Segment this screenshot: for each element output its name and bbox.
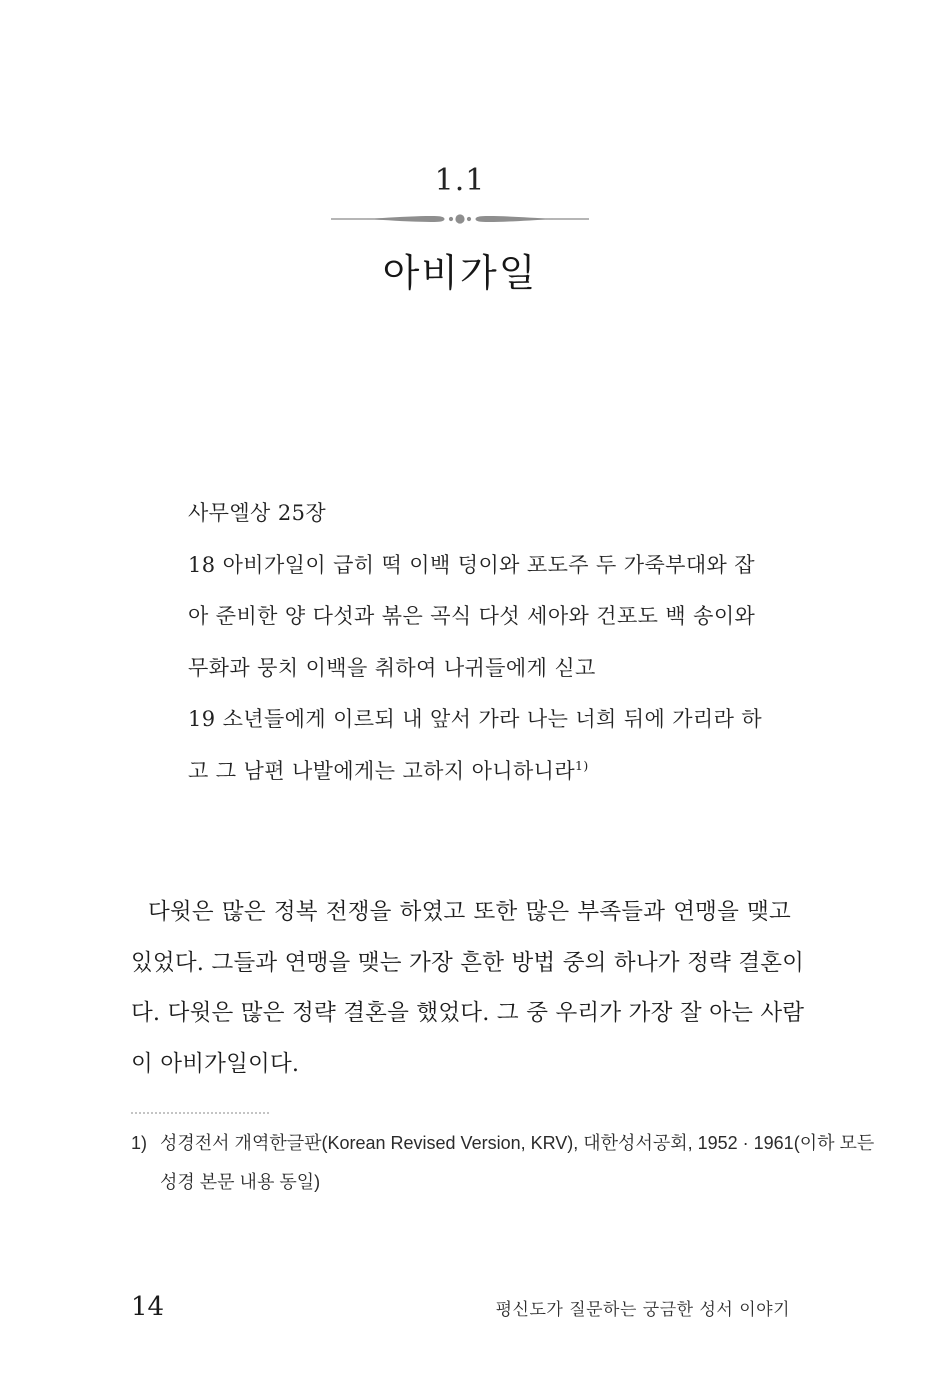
footnote-text — [160, 1124, 874, 1202]
footnote-line-2: 성경 본문 내용 동일) — [160, 1172, 321, 1192]
quote-line-5 — [188, 746, 788, 798]
body-line-2: 있었다. 그들과 연맹을 맺는 가장 흔한 방법 중의 하나가 정략 결혼이 — [131, 949, 805, 976]
divider-graphic — [331, 211, 589, 227]
quote-line-2: 아 준비한 양 다섯과 볶은 곡식 다섯 세아와 건포도 백 송이와 — [188, 604, 756, 629]
footnote-divider-rule — [131, 1112, 269, 1114]
quote-line-1: 18 아비가일이 급히 떡 이백 덩이와 포도주 두 가죽부대와 잡 — [188, 552, 755, 577]
chapter-title: 아비가일 — [382, 251, 538, 295]
ornamental-divider-icon — [331, 211, 589, 227]
footnote-reference-superscript: 1) — [575, 757, 589, 773]
body-line-4: 이 아비가일이다. — [131, 1050, 300, 1077]
body-line-3: 다. 다윗은 많은 정략 결혼을 했었다. 그 중 우리가 가장 잘 아는 사람 — [131, 1000, 805, 1027]
section-number: 1.1 — [434, 163, 486, 198]
quote-line-3: 무화과 뭉치 이백을 취하여 나귀들에게 싣고 — [188, 655, 596, 680]
body-line-1: 다윗은 많은 정복 전쟁을 하였고 또한 많은 부족들과 연맹을 맺고 — [148, 899, 791, 925]
footnote-line-1: 성경전서 개역한글판(Korean Revised Version, KRV), 대한성서공회, 1952 · 1961(이하 모든 — [160, 1133, 875, 1153]
running-book-title: 평신도가 질문하는 궁금한 성서 이야기 — [495, 1300, 790, 1320]
quote-line-5-text: 고 그 남편 나발에게는 고하지 아니하니라 — [188, 758, 576, 783]
footnote-marker: 1) — [131, 1133, 148, 1153]
scripture-quote-block — [188, 488, 788, 798]
page-number: 14 — [131, 1292, 165, 1322]
footnote — [131, 1124, 875, 1202]
scripture-reference: 사무엘상 25장 — [188, 501, 327, 525]
body-paragraph — [131, 887, 805, 1089]
quote-line-4: 19 소년들에게 이르되 내 앞서 가라 나는 너희 뒤에 가리라 하 — [188, 707, 763, 732]
page-footer — [131, 1290, 790, 1325]
